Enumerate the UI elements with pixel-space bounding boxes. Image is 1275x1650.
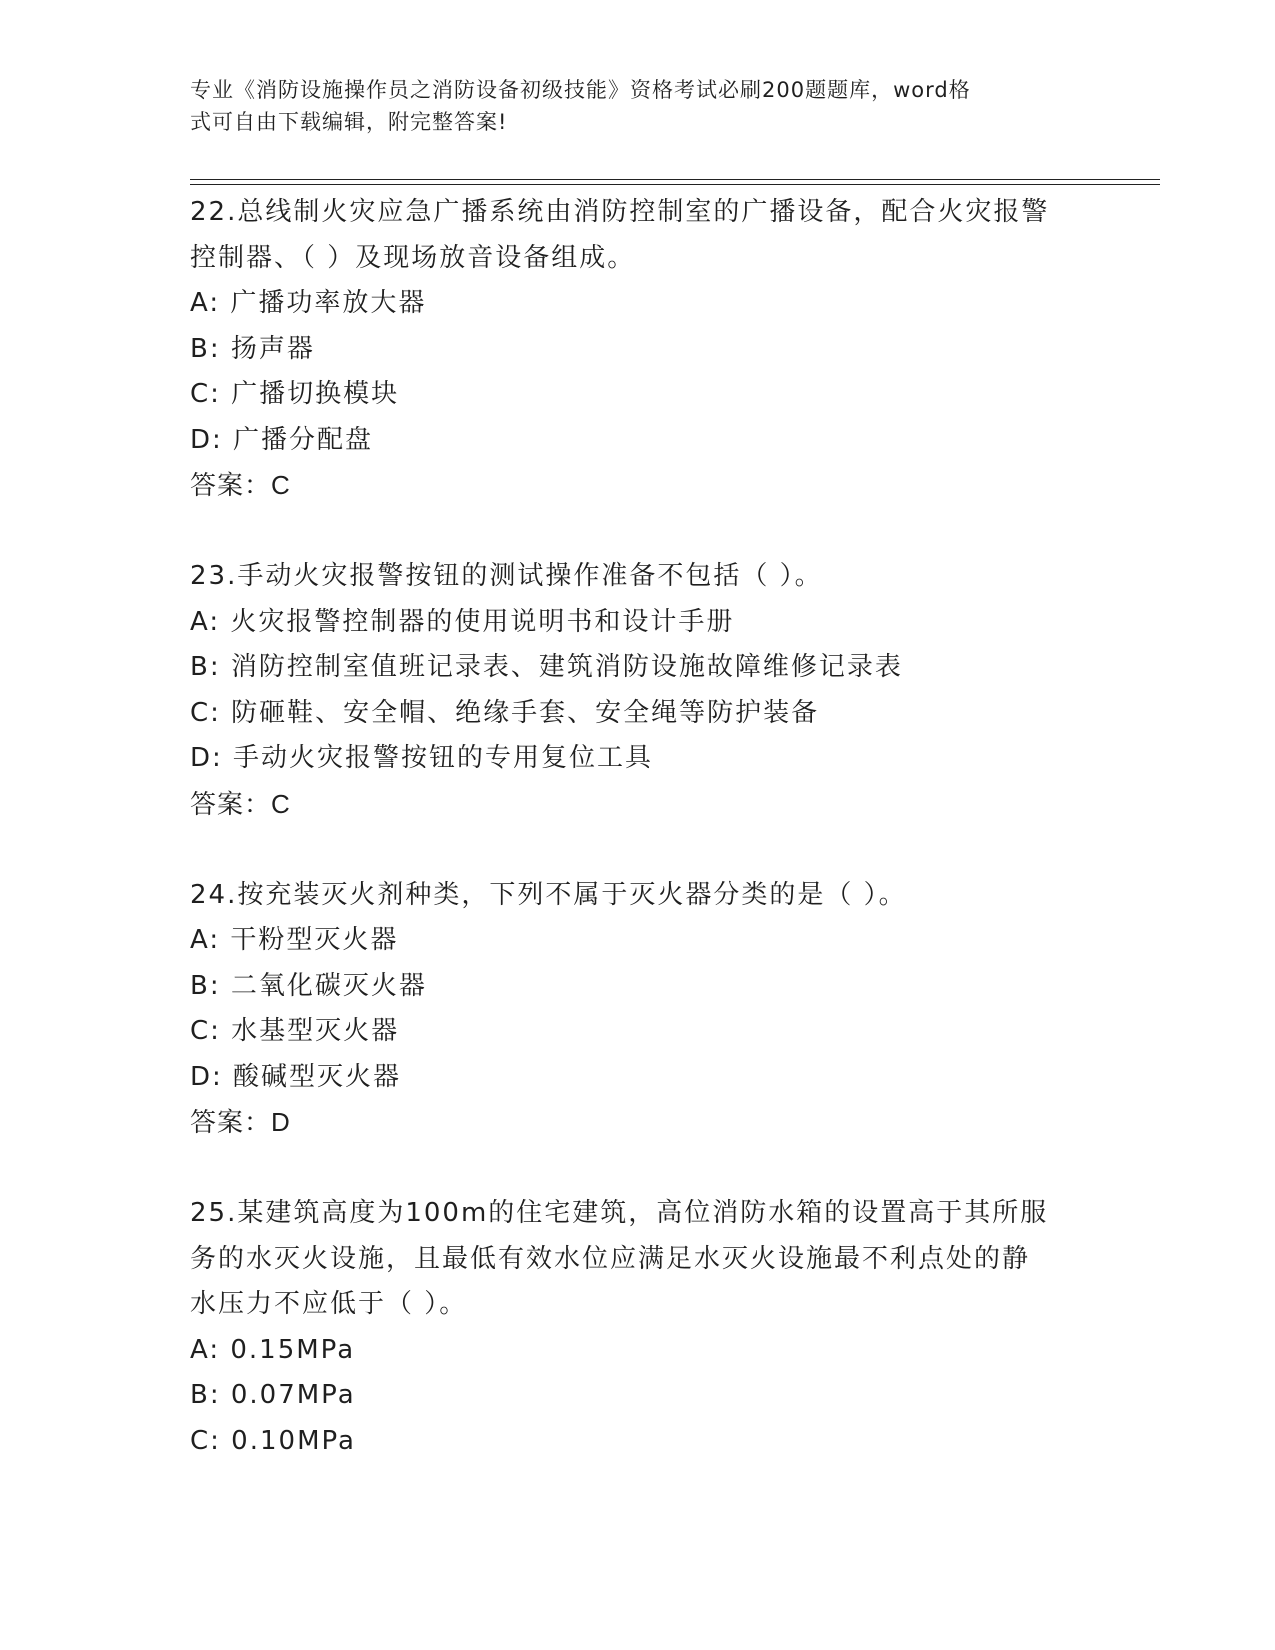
option-d: D: 广播分配盘	[190, 424, 374, 455]
option-c: C: 广播切换模块	[190, 379, 400, 409]
option-b: B: 二氧化碳灭火器	[190, 970, 427, 1001]
question-stem	[190, 873, 1090, 919]
option-a: A: 火灾报警控制器的使用说明书和设计手册	[190, 606, 735, 637]
question-stem-line: 水压力不应低于（ ）。	[190, 1289, 468, 1319]
option-b: B: 扬声器	[190, 333, 315, 364]
question-stem	[190, 1191, 1090, 1328]
question-stem-line: 25.某建筑高度为100m的住宅建筑，高位消防水箱的设置高于其所服	[190, 1198, 1049, 1228]
option-c: C: 水基型灭火器	[190, 1016, 400, 1046]
option-a: A: 0.15MPa	[190, 1334, 356, 1365]
question-spacer	[190, 509, 1090, 555]
answer-label: 答案：C	[190, 470, 291, 500]
answer-label: 答案：D	[190, 1107, 291, 1137]
question-spacer	[190, 1146, 1090, 1192]
header-line-1: 专业《消防设施操作员之消防设备初级技能》资格考试必刷200题题库，word格	[190, 78, 971, 102]
question-stem-line: 23.手动火灾报警按钮的测试操作准备不包括（ ）。	[190, 561, 823, 591]
option-a: A: 干粉型灭火器	[190, 925, 399, 955]
question-23	[190, 554, 1090, 827]
question-25	[190, 1191, 1090, 1464]
header-divider-top	[190, 179, 1160, 180]
question-22	[190, 190, 1090, 509]
option-b: B: 消防控制室值班记录表、建筑消防设施故障维修记录表	[190, 652, 903, 682]
question-list	[190, 190, 1090, 1464]
option-b: B: 0.07MPa	[190, 1380, 356, 1410]
option-d: D: 手动火灾报警按钮的专用复位工具	[190, 743, 654, 773]
header-divider-bottom	[190, 184, 1160, 185]
answer-label: 答案：C	[190, 788, 291, 819]
question-24	[190, 873, 1090, 1146]
question-stem-line: 24.按充装灭火剂种类，下列不属于灭火器分类的是（ ）。	[190, 879, 907, 910]
option-c: C: 防砸鞋、安全帽、绝缘手套、安全绳等防护装备	[190, 697, 820, 728]
option-d: D: 酸碱型灭火器	[190, 1061, 402, 1092]
option-a: A: 广播功率放大器	[190, 288, 427, 318]
question-stem	[190, 554, 1090, 600]
question-stem-line: 22.总线制火灾应急广播系统由消防控制室的广播设备，配合火灾报警	[190, 197, 1050, 227]
question-spacer	[190, 827, 1090, 873]
question-stem	[190, 190, 1090, 281]
option-c: C: 0.10MPa	[190, 1425, 356, 1456]
document-header	[190, 74, 1090, 138]
header-line-2: 式可自由下载编辑，附完整答案!	[190, 110, 508, 134]
question-stem-line: 控制器、（ ）及现场放音设备组成。	[190, 242, 636, 273]
question-stem-line: 务的水灭火设施，且最低有效水位应满足水灭火设施最不利点处的静	[190, 1243, 1031, 1274]
